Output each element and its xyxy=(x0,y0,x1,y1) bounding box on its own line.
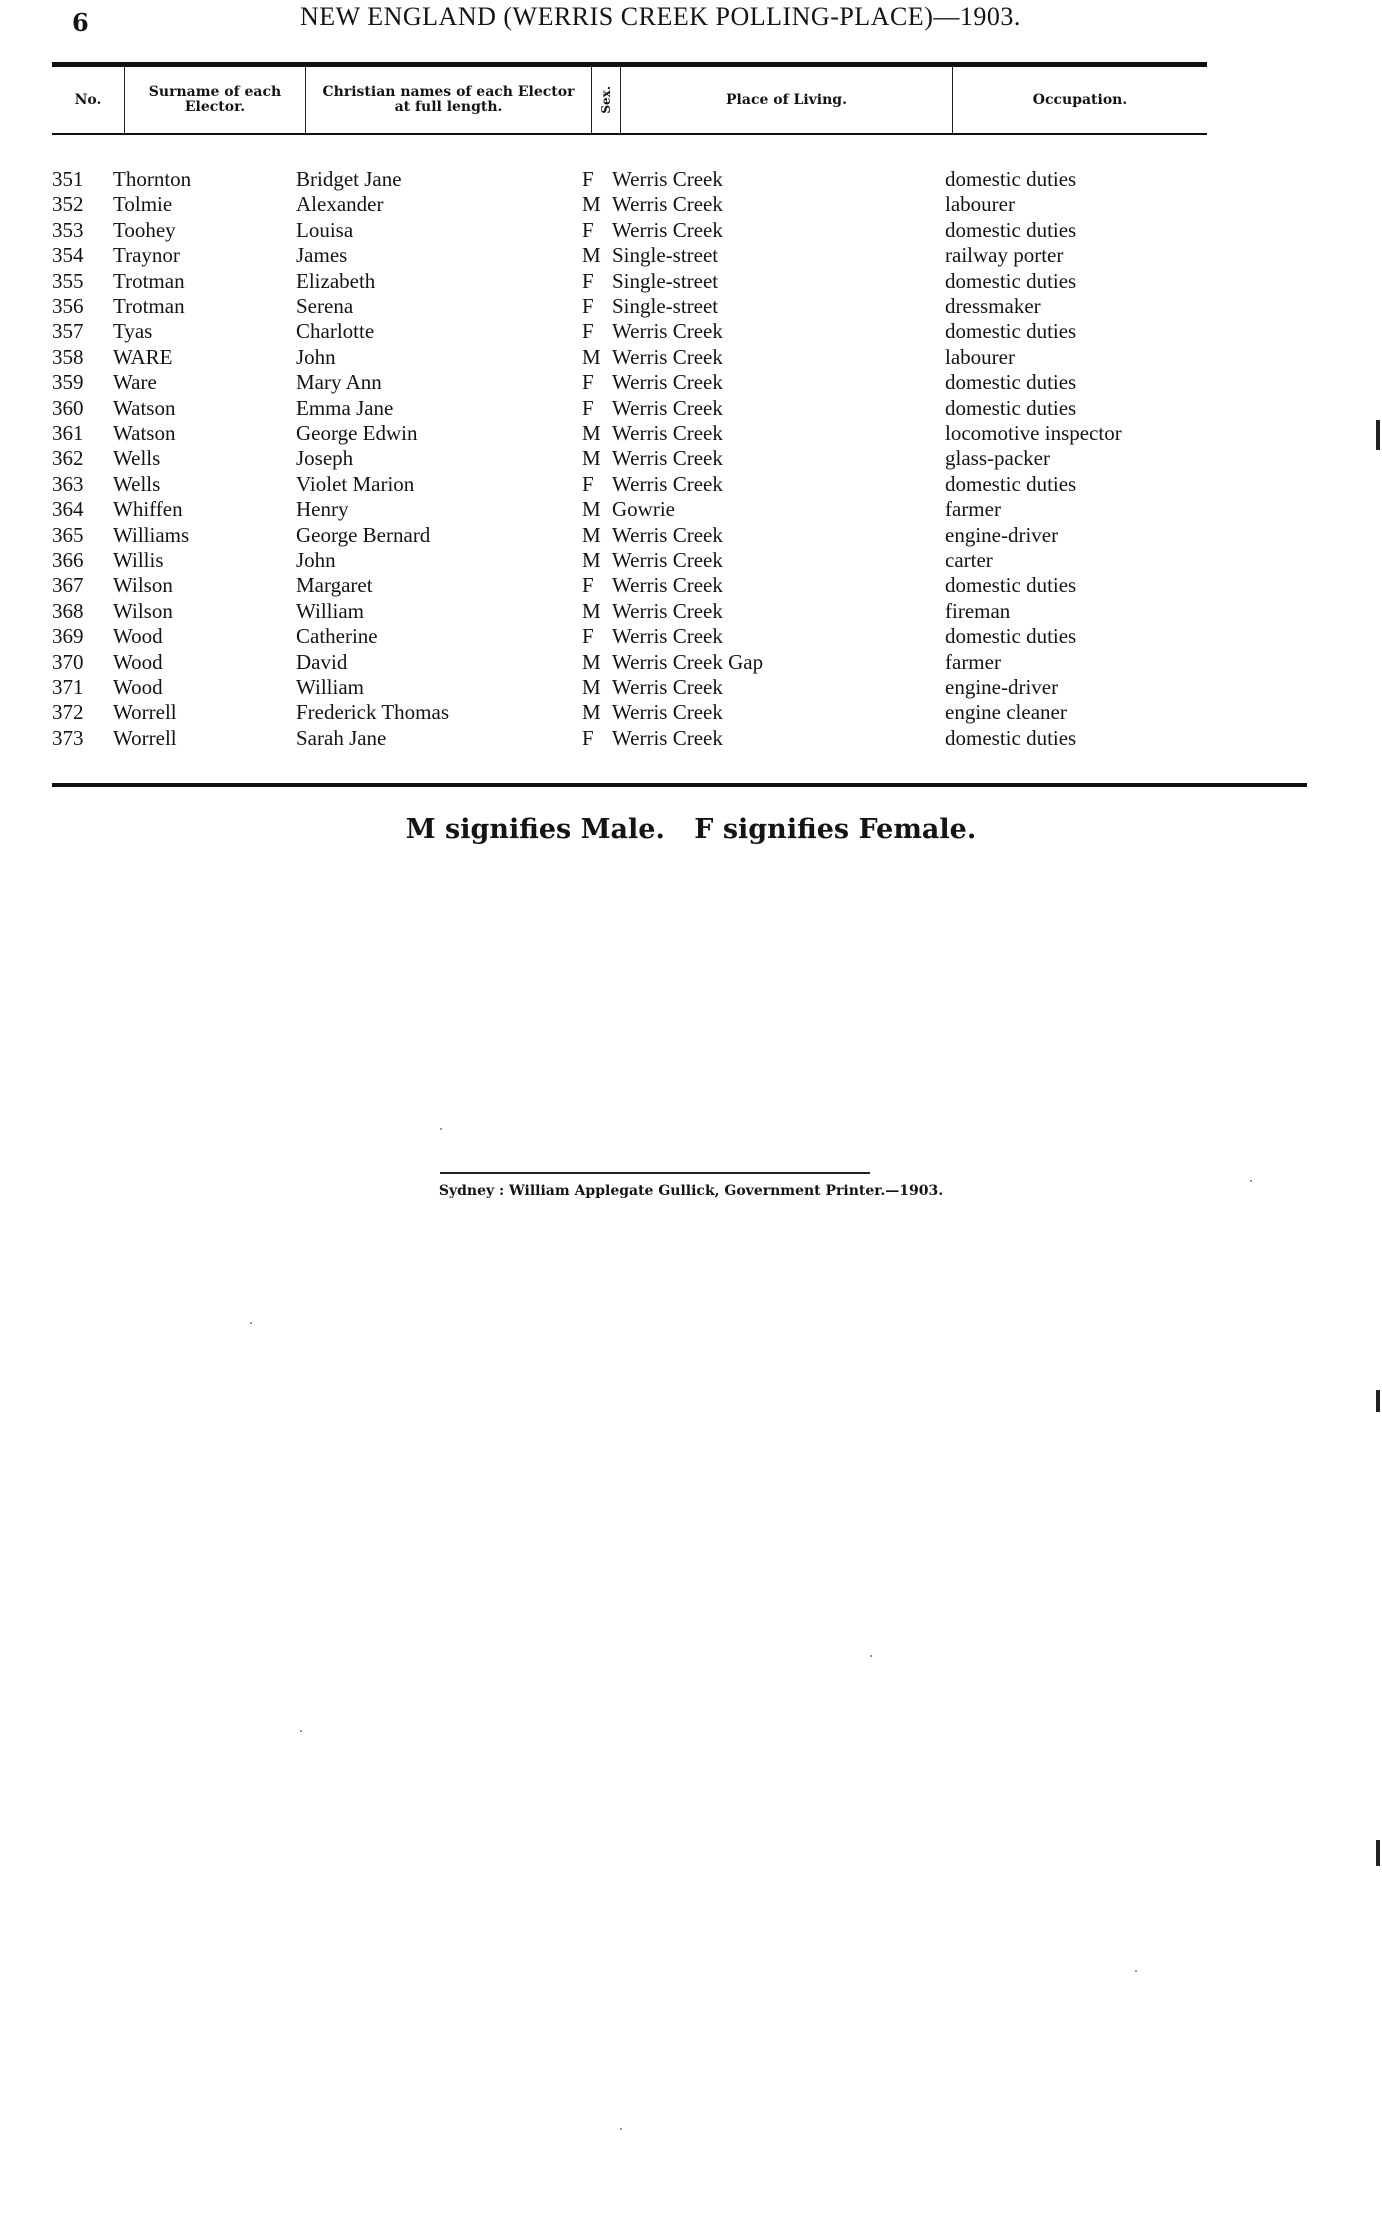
legend-male: M signifies Male. xyxy=(405,814,665,845)
elector-place-of-living: Werris Creek xyxy=(612,675,723,699)
elector-place-of-living: Werris Creek xyxy=(612,624,723,649)
elector-sex: M xyxy=(582,548,601,572)
elector-christian-names: Serena xyxy=(296,294,354,318)
table-row xyxy=(0,319,1382,344)
elector-place-of-living: Werris Creek xyxy=(612,421,723,445)
elector-occupation: farmer xyxy=(945,649,1001,674)
elector-surname: Tolmie xyxy=(113,192,173,217)
elector-sex: M xyxy=(582,649,601,674)
table-header xyxy=(52,67,1207,133)
table-row xyxy=(0,700,1382,725)
elector-occupation: domestic duties xyxy=(945,471,1077,496)
elector-christian-names: Henry xyxy=(296,497,349,522)
table-row xyxy=(0,396,1382,421)
elector-occupation: dressmaker xyxy=(945,294,1041,318)
elector-sex: F xyxy=(582,167,594,191)
header-christian-names: Christian names of each Elector at full length. xyxy=(322,84,575,115)
elector-sex: M xyxy=(582,446,601,471)
table-bottom-rule xyxy=(52,783,1307,787)
elector-surname: Watson xyxy=(113,421,176,445)
elector-christian-names: Sarah Jane xyxy=(296,725,387,750)
elector-number: 356 xyxy=(52,294,84,318)
elector-occupation: farmer xyxy=(945,497,1001,522)
elector-christian-names: Joseph xyxy=(296,446,354,471)
elector-number: 363 xyxy=(52,471,84,496)
elector-christian-names: Violet Marion xyxy=(296,471,415,496)
scan-speck xyxy=(870,1655,872,1657)
elector-sex: F xyxy=(582,319,594,344)
elector-sex: F xyxy=(582,370,594,395)
elector-place-of-living: Werris Creek xyxy=(612,573,723,598)
table-row xyxy=(0,218,1382,243)
elector-sex: F xyxy=(582,217,594,242)
table-row xyxy=(0,243,1382,268)
elector-number: 354 xyxy=(52,243,84,268)
elector-occupation: domestic duties xyxy=(945,725,1077,750)
elector-christian-names: William xyxy=(296,675,364,699)
elector-occupation: domestic duties xyxy=(945,573,1077,598)
elector-surname: Traynor xyxy=(113,243,180,268)
elector-number: 368 xyxy=(52,598,84,623)
elector-sex: F xyxy=(582,725,594,750)
elector-christian-names: Mary Ann xyxy=(296,370,382,395)
elector-number: 372 xyxy=(52,700,84,725)
elector-occupation: glass-packer xyxy=(945,446,1050,471)
elector-surname: Worrell xyxy=(113,725,177,750)
elector-christian-names: Margaret xyxy=(296,573,373,598)
table-row xyxy=(0,472,1382,497)
elector-number: 351 xyxy=(52,167,84,191)
elector-surname: Trotman xyxy=(113,268,185,293)
elector-place-of-living: Gowrie xyxy=(612,497,675,522)
table-row xyxy=(0,548,1382,573)
scan-edge-mark xyxy=(1376,420,1380,450)
table-row xyxy=(0,726,1382,751)
table-row xyxy=(0,446,1382,471)
elector-christian-names: William xyxy=(296,598,364,623)
header-no: No. xyxy=(74,91,102,108)
elector-number: 365 xyxy=(52,522,84,547)
elector-surname: Toohey xyxy=(113,217,176,242)
scan-speck xyxy=(250,1322,252,1324)
elector-sex: M xyxy=(582,700,601,725)
elector-surname: Wells xyxy=(113,446,161,471)
elector-place-of-living: Werris Creek xyxy=(612,700,723,725)
elector-occupation: domestic duties xyxy=(945,319,1077,344)
imprint-rule xyxy=(440,1172,870,1174)
page-title: NEW ENGLAND (WERRIS CREEK POLLING-PLACE)—1903. xyxy=(300,2,1021,31)
header-sex-label: Sex. xyxy=(598,86,613,114)
elector-sex: F xyxy=(582,294,594,318)
elector-sex: M xyxy=(582,243,601,268)
scan-edge-mark xyxy=(1376,1840,1380,1866)
elector-surname: Wood xyxy=(113,649,163,674)
elector-christian-names: Alexander xyxy=(296,192,384,217)
elector-place-of-living: Werris Creek xyxy=(612,548,723,572)
elector-number: 366 xyxy=(52,548,84,572)
elector-surname: Ware xyxy=(113,370,157,395)
elector-sex: M xyxy=(582,497,601,522)
elector-christian-names: David xyxy=(296,649,348,674)
elector-number: 360 xyxy=(52,395,84,420)
elector-number: 358 xyxy=(52,344,84,369)
elector-surname: Williams xyxy=(113,522,190,547)
elector-occupation: engine cleaner xyxy=(945,700,1067,725)
elector-number: 370 xyxy=(52,649,84,674)
elector-place-of-living: Single-street xyxy=(612,268,719,293)
elector-surname: WARE xyxy=(113,344,173,369)
table-row xyxy=(0,599,1382,624)
elector-occupation: engine-driver xyxy=(945,522,1059,547)
elector-occupation: engine-driver xyxy=(945,675,1059,699)
elector-surname: Thornton xyxy=(113,167,192,191)
table-row xyxy=(0,650,1382,675)
elector-christian-names: John xyxy=(296,548,336,572)
elector-occupation: domestic duties xyxy=(945,217,1077,242)
elector-place-of-living: Werris Creek xyxy=(612,344,723,369)
scan-edge-mark xyxy=(1376,1390,1380,1412)
table-row xyxy=(0,294,1382,319)
elector-christian-names: Elizabeth xyxy=(296,268,376,293)
elector-surname: Wood xyxy=(113,675,163,699)
scan-speck xyxy=(440,1128,442,1130)
legend-female: F signifies Female. xyxy=(694,814,977,845)
scan-speck xyxy=(1135,1970,1137,1972)
table-row xyxy=(0,167,1382,192)
elector-place-of-living: Werris Creek xyxy=(612,395,723,420)
elector-christian-names: Charlotte xyxy=(296,319,375,344)
elector-christian-names: Louisa xyxy=(296,217,354,242)
header-occupation: Occupation. xyxy=(1032,91,1128,108)
elector-christian-names: Catherine xyxy=(296,624,378,649)
elector-place-of-living: Werris Creek Gap xyxy=(612,649,764,674)
table-row xyxy=(0,523,1382,548)
elector-sex: F xyxy=(582,573,594,598)
elector-occupation: domestic duties xyxy=(945,167,1077,191)
table-row xyxy=(0,624,1382,649)
elector-place-of-living: Werris Creek xyxy=(612,471,723,496)
table-row xyxy=(0,573,1382,598)
table-row xyxy=(0,269,1382,294)
table-row xyxy=(0,192,1382,217)
elector-place-of-living: Werris Creek xyxy=(612,370,723,395)
elector-place-of-living: Werris Creek xyxy=(612,192,723,217)
elector-number: 361 xyxy=(52,421,84,445)
elector-place-of-living: Single-street xyxy=(612,243,719,268)
elector-christian-names: Bridget Jane xyxy=(296,167,402,191)
elector-place-of-living: Werris Creek xyxy=(612,319,723,344)
elector-number: 369 xyxy=(52,624,84,649)
elector-number: 353 xyxy=(52,217,84,242)
elector-christian-names: James xyxy=(296,243,348,268)
elector-sex: M xyxy=(582,675,601,699)
elector-number: 371 xyxy=(52,675,84,699)
elector-surname: Wilson xyxy=(113,598,173,623)
elector-surname: Watson xyxy=(113,395,176,420)
elector-occupation: labourer xyxy=(945,344,1015,369)
header-bottom-rule xyxy=(52,133,1207,135)
elector-surname: Worrell xyxy=(113,700,177,725)
elector-number: 362 xyxy=(52,446,84,471)
elector-surname: Willis xyxy=(113,548,164,572)
elector-sex: M xyxy=(582,522,601,547)
elector-number: 373 xyxy=(52,725,84,750)
table-row xyxy=(0,370,1382,395)
elector-number: 359 xyxy=(52,370,84,395)
elector-place-of-living: Werris Creek xyxy=(612,167,723,191)
elector-occupation: domestic duties xyxy=(945,268,1077,293)
elector-occupation: fireman xyxy=(945,598,1011,623)
elector-christian-names: George Bernard xyxy=(296,522,431,547)
elector-place-of-living: Werris Creek xyxy=(612,522,723,547)
elector-number: 367 xyxy=(52,573,84,598)
scan-speck xyxy=(620,2128,622,2130)
elector-occupation: labourer xyxy=(945,192,1015,217)
elector-occupation: carter xyxy=(945,548,993,572)
elector-surname: Tyas xyxy=(113,319,153,344)
elector-occupation: domestic duties xyxy=(945,624,1077,649)
elector-occupation: locomotive inspector xyxy=(945,421,1122,445)
header-place-of-living: Place of Living. xyxy=(726,91,847,108)
elector-place-of-living: Werris Creek xyxy=(612,217,723,242)
elector-surname: Trotman xyxy=(113,294,185,318)
table-row xyxy=(0,675,1382,700)
sex-legend xyxy=(0,814,1382,845)
elector-christian-names: Emma Jane xyxy=(296,395,394,420)
elector-sex: F xyxy=(582,471,594,496)
elector-number: 364 xyxy=(52,497,84,522)
elector-place-of-living: Werris Creek xyxy=(612,446,723,471)
scan-speck xyxy=(1250,1180,1252,1182)
elector-sex: M xyxy=(582,598,601,623)
elector-occupation: domestic duties xyxy=(945,370,1077,395)
elector-place-of-living: Werris Creek xyxy=(612,725,723,750)
elector-number: 355 xyxy=(52,268,84,293)
elector-place-of-living: Single-street xyxy=(612,294,719,318)
elector-sex: M xyxy=(582,192,601,217)
scan-speck xyxy=(300,1730,302,1732)
elector-surname: Wood xyxy=(113,624,163,649)
table-row xyxy=(0,421,1382,446)
elector-sex: F xyxy=(582,395,594,420)
elector-place-of-living: Werris Creek xyxy=(612,598,723,623)
elector-occupation: railway porter xyxy=(945,243,1064,268)
elector-sex: M xyxy=(582,421,601,445)
elector-surname: Wells xyxy=(113,471,161,496)
elector-christian-names: Frederick Thomas xyxy=(296,700,449,725)
page-number: 6 xyxy=(72,8,89,37)
table-row xyxy=(0,345,1382,370)
elector-sex: M xyxy=(582,344,601,369)
header-sex xyxy=(592,67,620,133)
elector-surname: Whiffen xyxy=(113,497,183,522)
elector-number: 352 xyxy=(52,192,84,217)
elector-number: 357 xyxy=(52,319,84,344)
elector-sex: F xyxy=(582,268,594,293)
table-row xyxy=(0,497,1382,522)
elector-sex: F xyxy=(582,624,594,649)
elector-christian-names: John xyxy=(296,344,336,369)
elector-christian-names: George Edwin xyxy=(296,421,418,445)
elector-occupation: domestic duties xyxy=(945,395,1077,420)
printer-imprint: Sydney : William Applegate Gullick, Government Printer.—1903. xyxy=(438,1183,944,1199)
header-surname: Surname of each Elector. xyxy=(148,84,282,115)
elector-surname: Wilson xyxy=(113,573,173,598)
